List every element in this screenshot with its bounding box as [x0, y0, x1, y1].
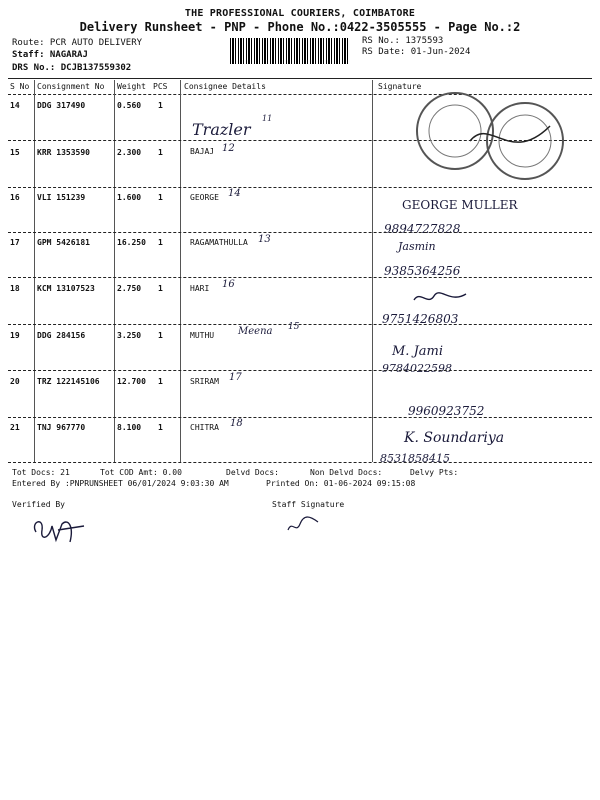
row-divider [8, 277, 592, 278]
consignment-no: VLI 151239 [37, 193, 86, 202]
drs-number: DRS No.: DCJB137559302 [12, 63, 132, 73]
handwritten-number: 14 [228, 188, 241, 199]
sno: 15 [10, 148, 20, 157]
pcs: 1 [158, 148, 163, 157]
weight: 2.750 [117, 284, 142, 293]
verifier-signature [28, 512, 88, 548]
delivery-points: Delvy Pts: [410, 468, 459, 477]
consignment-no: TNJ 967770 [37, 423, 86, 432]
signature-phone: 9751426803 [382, 312, 459, 326]
consignment-no: KRR 1353590 [37, 148, 90, 157]
col-header-consignee: Consignee Details [184, 82, 266, 91]
consignee-name: BAJAJ [190, 147, 215, 156]
weight: 3.250 [117, 331, 142, 340]
row-divider [8, 187, 592, 188]
weight: 1.600 [117, 193, 142, 202]
pcs: 1 [158, 423, 163, 432]
row-divider [8, 232, 592, 233]
sno: 20 [10, 377, 20, 386]
col-sep [180, 80, 181, 462]
col-header-signature: Signature [378, 82, 422, 91]
total-docs: Tot Docs: 21 [12, 468, 70, 477]
signature-scribble [410, 288, 470, 308]
weight: 16.250 [117, 238, 146, 247]
weight: 0.560 [117, 101, 142, 110]
company-name: THE PROFESSIONAL COURIERS, COIMBATORE [184, 8, 416, 19]
verified-by-label: Verified By [12, 500, 65, 509]
signature: Jasmin [398, 240, 436, 253]
route: Route: PCR AUTO DELIVERY [12, 38, 143, 48]
staff-signature [284, 512, 324, 538]
consignment-no: KCM 13107523 [37, 284, 95, 293]
printed-on: Printed On: 01-06-2024 09:15:08 [266, 479, 416, 488]
consignment-no: TRZ 122145106 [37, 377, 100, 386]
consignment-no: DDG 284156 [37, 331, 86, 340]
signature: M. Jami [392, 344, 444, 359]
consignee-name: MUTHU [190, 331, 215, 340]
handwritten-number: 12 [222, 143, 235, 154]
col-header-pcs: PCS [153, 82, 168, 91]
entered-by: Entered By :PNPRUNSHEET 06/01/2024 9:03:30 AM [12, 479, 229, 488]
consignment-no: DDG 317490 [37, 101, 86, 110]
delivered-docs: Delvd Docs: [226, 468, 279, 477]
row-divider [8, 324, 592, 325]
col-header-sno: S No [10, 82, 30, 91]
barcode [230, 38, 350, 64]
pcs: 1 [158, 377, 163, 386]
staff-signature-label: Staff Signature [272, 500, 345, 509]
sno: 18 [10, 284, 20, 293]
pcs: 1 [158, 238, 163, 247]
col-header-consignment: Consignment No [37, 82, 105, 91]
signature: K. Soundariya [404, 430, 505, 446]
sno: 17 [10, 238, 20, 247]
consignee-name: HARI [190, 284, 210, 293]
sno: 16 [10, 193, 20, 202]
total-cod: Tot COD Amt: 0.00 [100, 468, 182, 477]
signature-name: GEORGE MULLER [402, 198, 518, 212]
sno: 21 [10, 423, 20, 432]
col-sep [34, 80, 35, 462]
weight: 12.700 [117, 377, 146, 386]
handwritten-number: 16 [222, 279, 235, 290]
consignee-name: GEORGE [190, 193, 219, 202]
row-divider [8, 370, 592, 371]
runsheet-title: Delivery Runsheet - PNP - Phone No.:0422-3505555 - Page No.:2 [79, 20, 521, 34]
rs-number: RS No.: 1375593 [362, 36, 444, 46]
col-header-weight: Weight [117, 82, 146, 91]
col-sep [114, 80, 115, 462]
courier-stamp [400, 86, 590, 186]
pcs: 1 [158, 284, 163, 293]
pcs: 1 [158, 331, 163, 340]
table-top-rule [8, 78, 592, 79]
table-bottom-rule [8, 462, 592, 463]
staff: Staff: NAGARAJ [12, 50, 88, 60]
non-delivered-docs: Non Delvd Docs: [310, 468, 383, 477]
handwritten-number: 11 [262, 114, 273, 123]
sno: 19 [10, 331, 20, 340]
weight: 2.300 [117, 148, 142, 157]
pcs: 1 [158, 193, 163, 202]
consignee-name: SRIRAM [190, 377, 219, 386]
handwritten-number: 18 [230, 418, 243, 429]
consignee-name: CHITRA [190, 423, 219, 432]
row-divider [8, 417, 592, 418]
handwritten-note: Meena [238, 326, 273, 337]
signature-phone: 9960923752 [408, 404, 485, 418]
weight: 8.100 [117, 423, 142, 432]
rs-date: RS Date: 01-Jun-2024 [362, 47, 471, 57]
signature-phone: 9784022598 [382, 362, 452, 375]
col-sep [372, 80, 373, 462]
signature-phone: 9894727828 [384, 222, 461, 236]
signature-phone: 9385364256 [384, 264, 461, 278]
signature-phone: 8531858415 [380, 452, 450, 465]
consignee-name: RAGAMATHULLA [190, 238, 248, 247]
pcs: 1 [158, 101, 163, 110]
handwritten-number: 13 [258, 234, 271, 245]
sno: 14 [10, 101, 20, 110]
handwritten-number: 15 [288, 322, 300, 332]
consignment-no: GPM 5426181 [37, 238, 90, 247]
handwritten-number: 17 [229, 372, 242, 383]
handwritten-note: Trazler [192, 120, 251, 139]
